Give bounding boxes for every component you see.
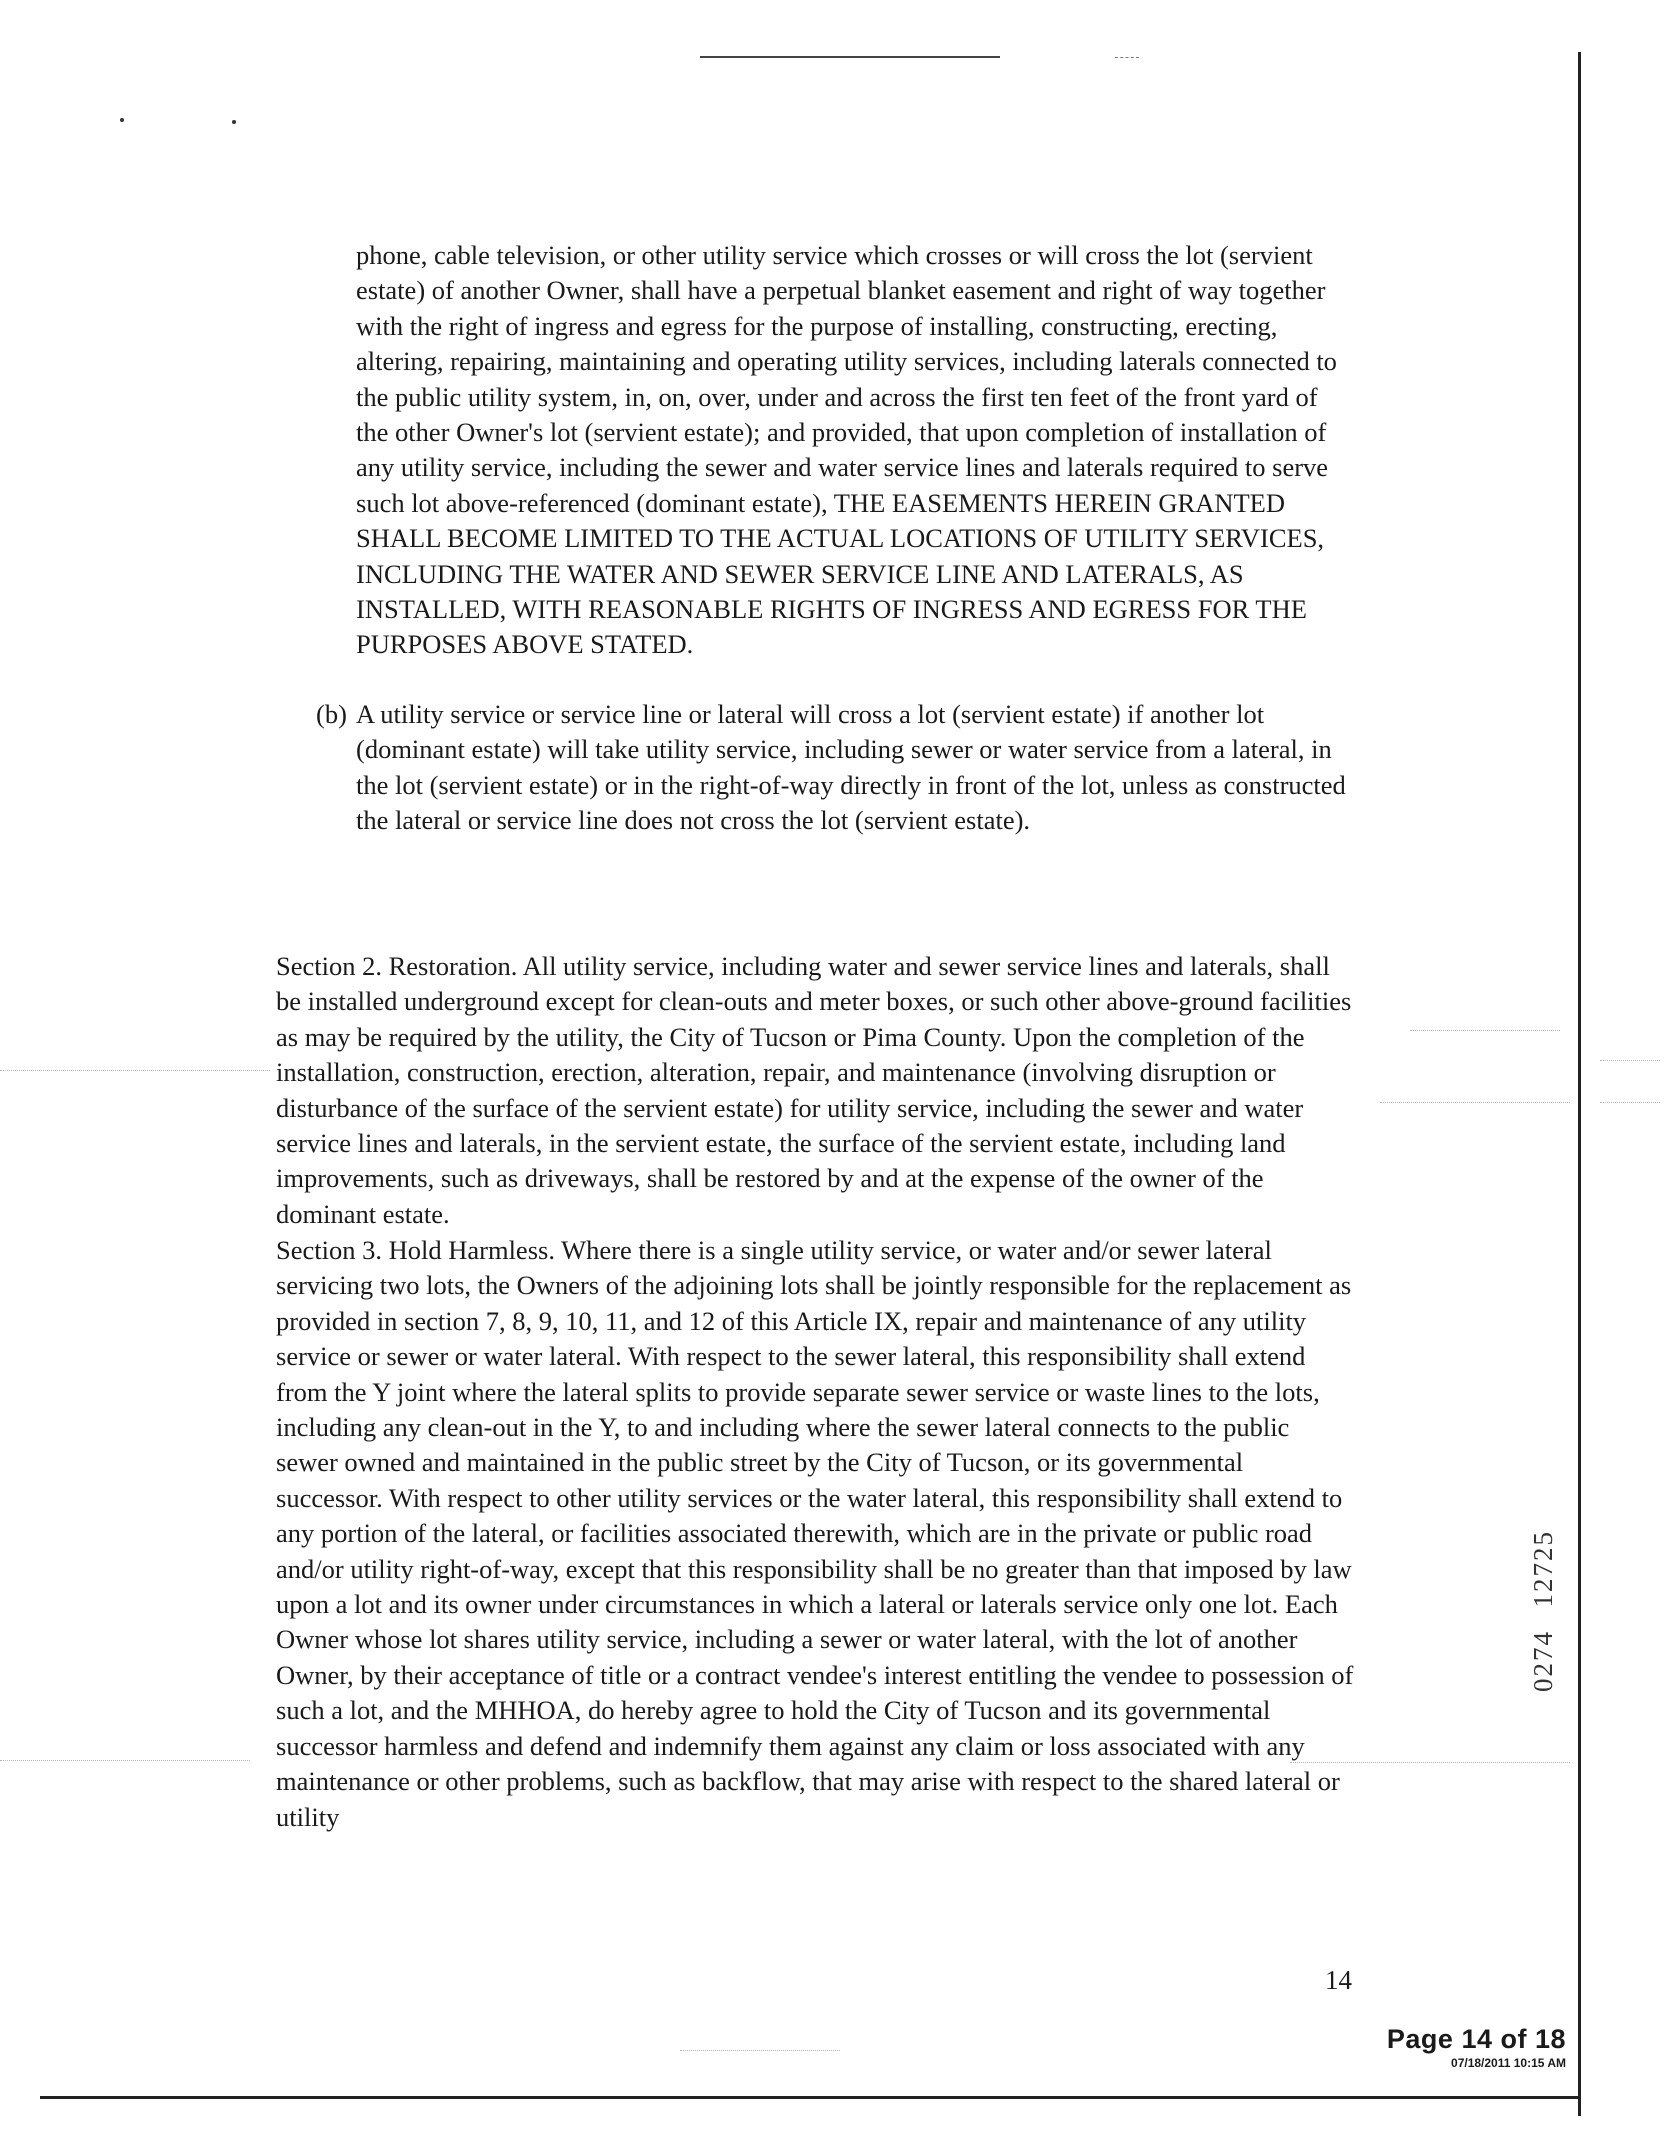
recording-timestamp: 07/18/2011 10:15 AM <box>1451 2056 1566 2070</box>
scan-noise <box>1600 1102 1660 1103</box>
scan-noise <box>0 1760 250 1761</box>
paragraph-a-continuation: phone, cable television, or other utility service which crosses or will cross the lot (servient estate) of another Owner, shall have a perpetual blanket easement and right of way together with the right of ingress and egress for the purpose of installing, constructing, erecting, altering, repairing, maintaining and operating utility services, including laterals connected to the public utility system, in, on, over, under and across the first ten feet of the front yard of the other Owner's lot (servient estate); and provided, that upon completion of installation of any utility service, including the sewer and water service lines and laterals required to serve such lot above-referenced (dominant estate), THE EASEMENTS HEREIN GRANTED SHALL BECOME LIMITED TO THE ACTUAL LOCATIONS OF UTILITY SERVICES, INCLUDING THE WATER AND SEWER SERVICE LINE AND LATERALS, AS INSTALLED, WITH REASONABLE RIGHTS OF INGRESS AND EGRESS FOR THE PURPOSES ABOVE STATED. <box>356 240 1337 660</box>
bottom-margin-rule <box>40 2096 1580 2099</box>
docket-number-top: 12725 <box>1528 1530 1558 1608</box>
scan-noise <box>1380 1102 1570 1103</box>
paragraph-b-label: (b) <box>316 699 347 729</box>
docket-number-bottom: 0274 <box>1528 1629 1558 1692</box>
scan-noise <box>0 1070 270 1071</box>
scan-noise <box>1410 1030 1560 1031</box>
scan-noise <box>1600 1060 1660 1061</box>
section-2-restoration: Section 2. Restoration. All utility service, including water and sewer service lines and laterals, shall be installed underground except for clean-outs and meter boxes, or such other above-ground facilities as may be required by the utility, the City of Tucson or Pima County. Upon the completion of the installation, construction, erection, alteration, repair, and maintenance (involving disruption or disturbance of the surface of the servient estate) for utility service, including the sewer and water service lines and laterals, in the servient estate, the surface of the servient estate, including land improvements, such as driveways, shall be restored by and at the expense of the owner of the dominant estate. <box>276 951 1352 1229</box>
section-3-hold-harmless: Section 3. Hold Harmless. Where there is a single utility service, or water and/or sewer lateral servicing two lots, the Owners of the adjoining lots shall be jointly responsible for the replacement as provided in section 7, 8, 9, 10, 11, and 12 of this Article IX, repair and maintenance of any utility service or sewer or water lateral. With respect to the sewer lateral, this responsibility shall extend from the Y joint where the lateral splits to provide separate sewer service or waste lines to the lots, including any clean-out in the Y, to and including where the sewer lateral connects to the public sewer owned and maintained in the public street by the City of Tucson, or its governmental successor. With respect to other utility services or the water lateral, this responsibility shall extend to any portion of the lateral, or facilities associated therewith, which are in the private or public road and/or utility right-of-way, except that this responsibility shall be no greater than that imposed by law upon a lot and its owner under circumstances in which a lateral or laterals service only one lot. Each Owner whose lot shares utility service, including a sewer or water lateral, with the lot of another Owner, by their acceptance of title or a contract vendee's interest entitling the vendee to possession of such a lot, and the MHHOA, do hereby agree to hold the City of Tucson and its governmental successor harmless and defend and indemnify them against any claim or loss associated with any maintenance or other problems, such as backflow, that may arise with respect to the shared lateral or utility <box>276 1235 1354 1832</box>
page-number: 14 <box>1325 1965 1352 1995</box>
recorder-page-stamp <box>1387 2023 1566 2071</box>
scan-artifact-dot <box>232 120 236 124</box>
scan-artifact-line <box>700 56 1000 58</box>
scan-noise <box>680 2050 840 2051</box>
right-margin-rule <box>1578 52 1581 2116</box>
scan-artifact-line <box>1115 57 1139 58</box>
paragraph-b-text: A utility service or service line or lateral will cross a lot (servient estate) if another lot (dominant estate) will take utility service, including sewer or water service from a lateral, in the lot (servient estate) or in the right-of-way directly in front of the lot, unless as constructed the lateral or service line does not cross the lot (servient estate). <box>356 699 1346 836</box>
scan-artifact-dot <box>120 118 124 122</box>
page-of-total: Page 14 of 18 <box>1386 2024 1566 2054</box>
docket-stamp <box>1528 1530 1558 1692</box>
paragraph-b <box>304 697 1356 839</box>
